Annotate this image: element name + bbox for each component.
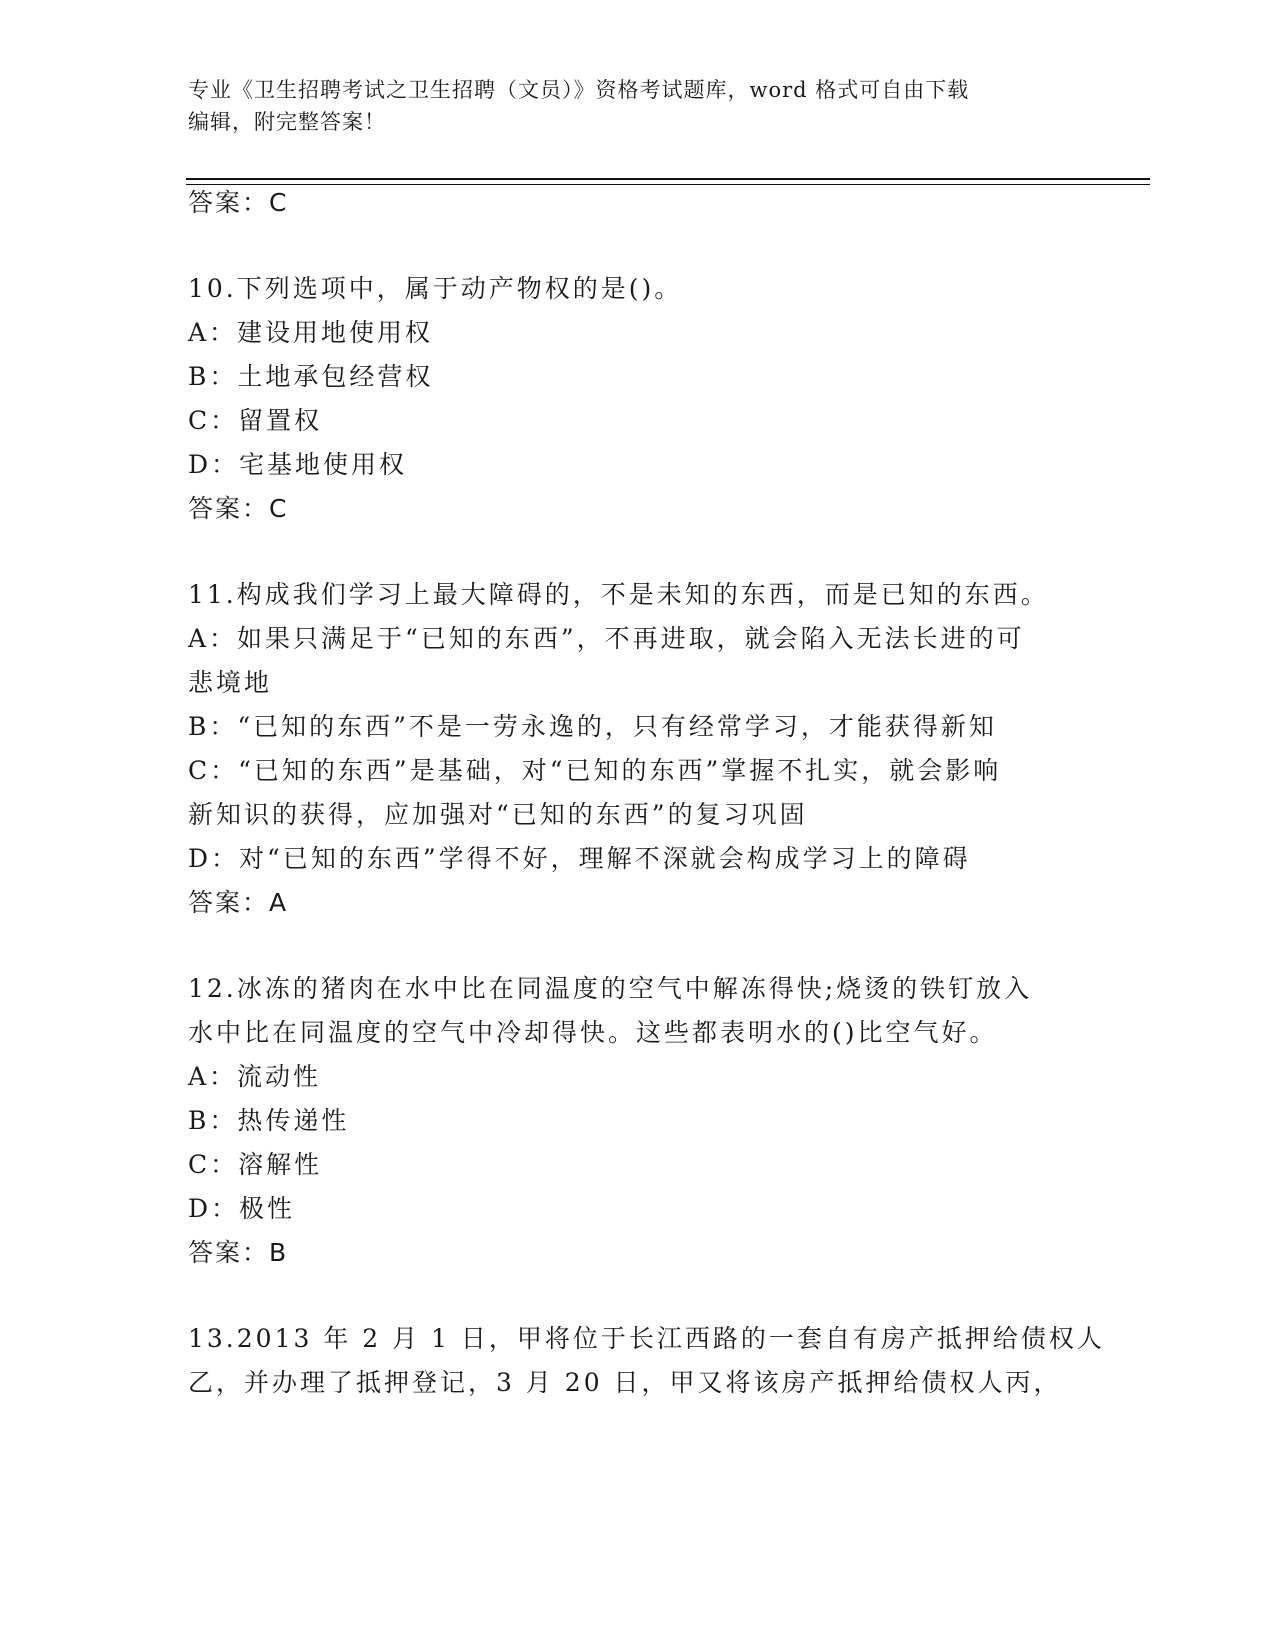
- question-11: 11.构成我们学习上最大障碍的，不是未知的东西，而是已知的东西。: [188, 580, 1049, 609]
- question-13-line-1: 13.2013 年 2 月 1 日，甲将位于长江西路的一套自有房产抵押给债权人: [188, 1324, 1105, 1353]
- question-10: 10.下列选项中，属于动产物权的是()。: [188, 274, 683, 303]
- q12-option-d: D：极性: [188, 1194, 296, 1223]
- answer-q12: 答案：B: [188, 1238, 289, 1267]
- q11-option-a-line-2: 悲境地: [188, 668, 273, 697]
- q10-option-d: D：宅基地使用权: [188, 450, 408, 479]
- q12-option-b: B：热传递性: [188, 1106, 350, 1135]
- header-divider-thick: [186, 178, 1150, 180]
- header-line-1: 专业《卫生招聘考试之卫生招聘（文员）》资格考试题库，word 格式可自由下载: [188, 78, 970, 102]
- question-13-line-2: 乙，并办理了抵押登记，3 月 20 日，甲又将该房产抵押给债权人丙，: [188, 1368, 1062, 1397]
- header-line-2: 编辑，附完整答案！: [188, 110, 386, 134]
- q10-option-b: B：土地承包经营权: [188, 362, 434, 391]
- q12-option-a: A：流动性: [188, 1062, 322, 1091]
- answer-q9: 答案：C: [188, 188, 289, 217]
- q11-option-a-line-1: A：如果只满足于“已知的东西”，不再进取，就会陷入无法长进的可: [188, 624, 1025, 653]
- q10-option-a: A：建设用地使用权: [188, 318, 434, 347]
- answer-q10: 答案：C: [188, 494, 289, 523]
- answer-q11: 答案：A: [188, 888, 289, 917]
- q11-option-d: D：对“已知的东西”学得不好，理解不深就会构成学习上的障碍: [188, 844, 971, 873]
- q11-option-c-line-1: C：“已知的东西”是基础，对“已知的东西”掌握不扎实，就会影响: [188, 756, 1002, 785]
- q12-option-c: C：溶解性: [188, 1150, 323, 1179]
- question-12-line-1: 12.冰冻的猪肉在水中比在同温度的空气中解冻得快;烧烫的铁钉放入: [188, 974, 1033, 1003]
- q10-option-c: C：留置权: [188, 406, 323, 435]
- q11-option-c-line-2: 新知识的获得，应加强对“已知的东西”的复习巩固: [188, 800, 808, 829]
- q11-option-b: B：“已知的东西”不是一劳永逸的，只有经常学习，才能获得新知: [188, 712, 997, 741]
- question-12-line-2: 水中比在同温度的空气中冷却得快。这些都表明水的()比空气好。: [188, 1018, 998, 1047]
- header-divider-thin: [186, 184, 1150, 185]
- page-header: [188, 74, 1068, 138]
